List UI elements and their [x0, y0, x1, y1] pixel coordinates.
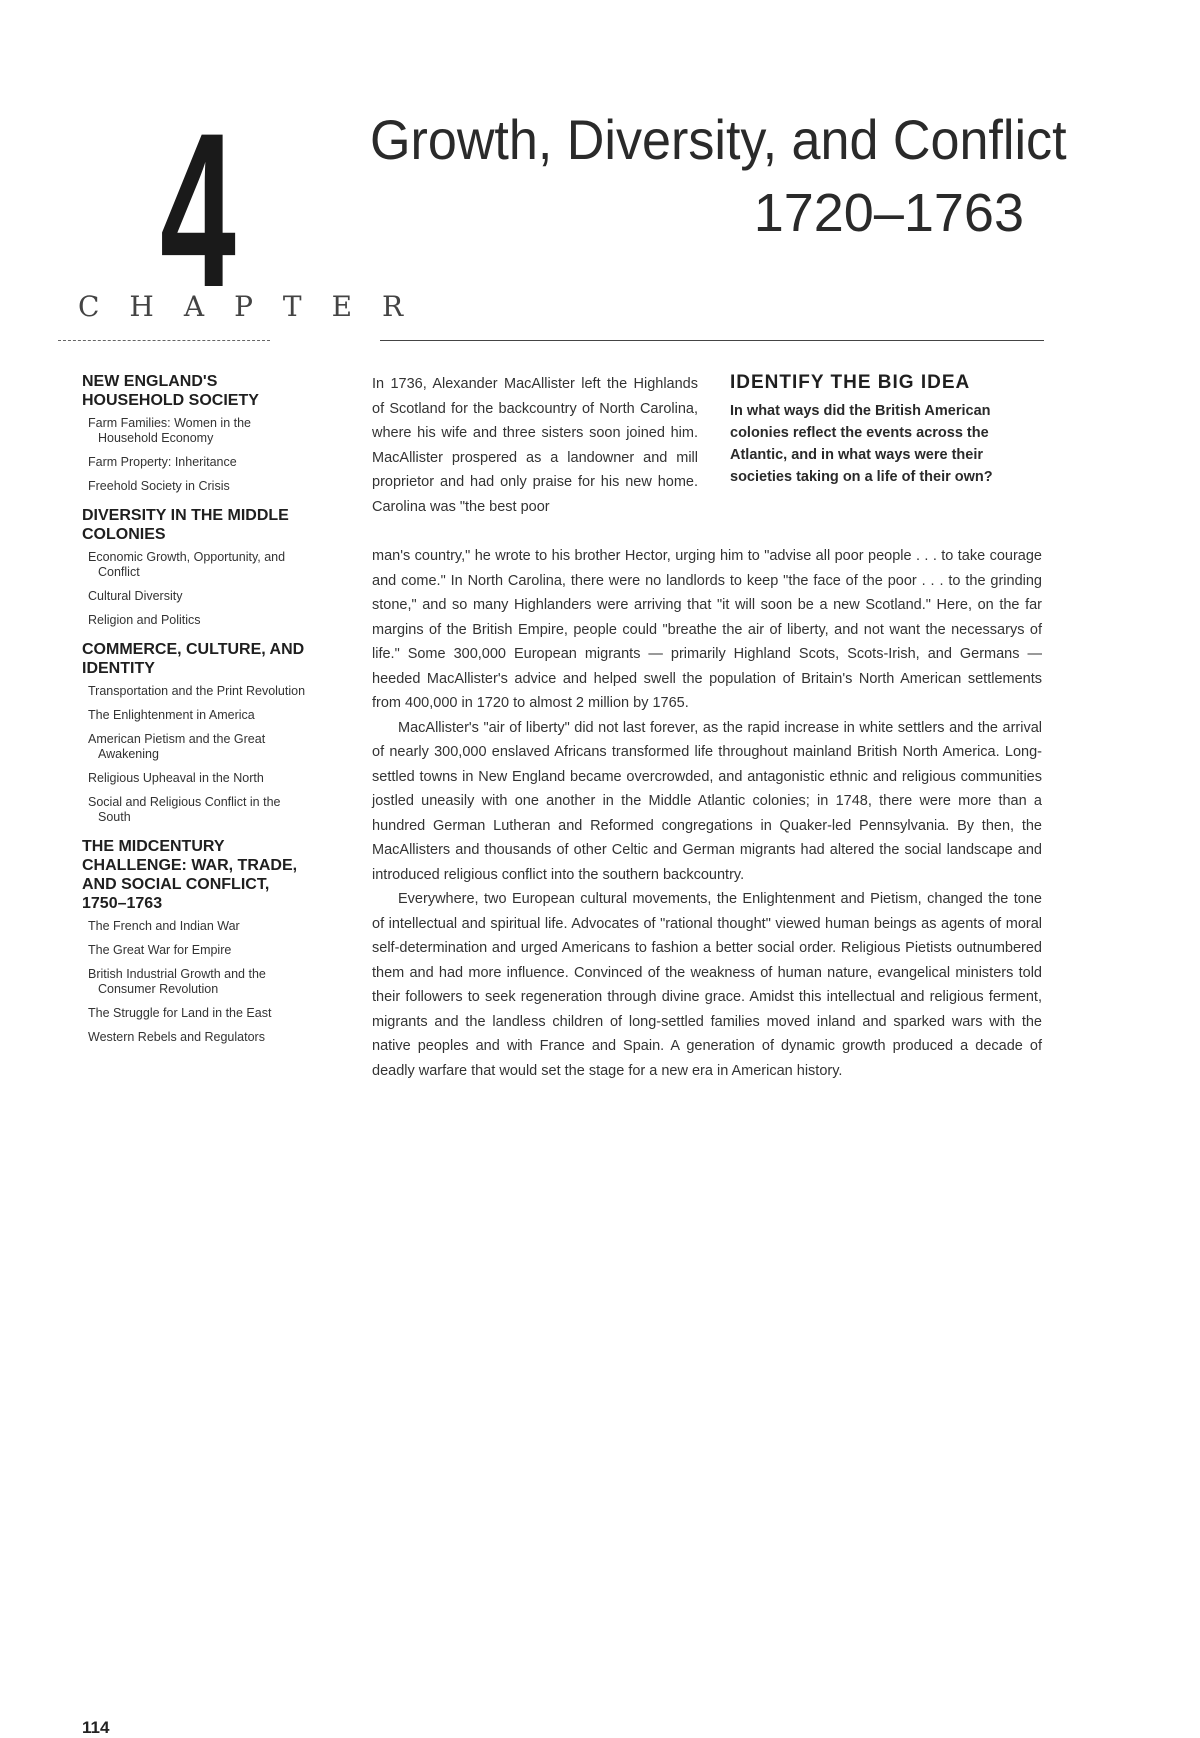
outline-heading: NEW ENGLAND'S HOUSEHOLD SOCIETY — [82, 373, 259, 409]
outline-item: The Struggle for Land in the East — [88, 1006, 272, 1020]
chapter-title: Growth, Diversity, and Conflict — [370, 108, 1067, 171]
outline-items — [82, 550, 307, 628]
outline-section — [82, 640, 307, 825]
outline-heading: COMMERCE, CULTURE, AND IDENTITY — [82, 641, 305, 677]
outline-item: Transportation and the Print Revolution — [88, 684, 306, 698]
chapter-label: CHAPTER — [78, 290, 434, 323]
outline-items — [82, 684, 307, 825]
outline-item: Freehold Society in Crisis — [88, 479, 230, 493]
opening-paragraph: In 1736, Alexander MacAllister left the Highlands of Scotland for the backcountry of North Carolina, where his wife and three sisters soon joined him. MacAllister prospered as a landowner and mill proprietor and had only praise for his new home. Carolina was "the best poor — [372, 376, 698, 515]
outline-item: Cultural Diversity — [88, 589, 183, 603]
paragraph: Everywhere, two European cultural movements, the Enlightenment and Pietism, changed the tone of intellectual and spiritual life. Advocates of "rational thought" viewed human beings as agents of moral self-determination and urged Americans to fashion a better social order. Religious Pietists outnumbered them and had more influence. Convinced of the weakness of human nature, evangelical ministers told their followers to seek regeneration through divine grace. Amidst this intellectual and religious ferment, migrants and the landless children of long-settled families moved inland and sparked wars with the native peoples and with France and Spain. A generation of dynamic growth produced a decade of deadly warfare that would set the stage for a new era in American history. — [372, 891, 1042, 1079]
outline-item: Western Rebels and Regulators — [88, 1030, 265, 1044]
outline-item: Economic Growth, Opportunity, and Conflict — [88, 550, 286, 579]
page-number: 114 — [82, 1718, 110, 1737]
outline-item: The French and Indian War — [88, 919, 240, 933]
sidebar-rule — [58, 340, 270, 341]
chapter-number: 4 — [160, 87, 236, 333]
paragraph: MacAllister's "air of liberty" did not last forever, as the rapid increase in white settlers and the arrival of nearly 300,000 enslaved Africans transformed life throughout mainland British North America. Long-settled towns in New England became overcrowded, and antagonistic ethnic and religious communities jostled uneasily with one another in the Middle Atlantic colonies; in 1748, there were more than a hundred German Lutheran and Reformed congregations in Quaker-led Pennsylvania. By then, the MacAllisters and thousands of other Celtic and German migrants had altered the social landscape and introduced religious conflict into the southern backcountry. — [372, 719, 1042, 883]
outline-item: Religious Upheaval in the North — [88, 771, 264, 785]
outline-item: Farm Property: Inheritance — [88, 455, 237, 469]
paragraph: man's country," he wrote to his brother Hector, urging him to "advise all poor people . . . to take courage and come." In North Carolina, there were no landlords to keep "the face of the poor . . . to the grinding stone," and so many Highlanders were arriving that "it will soon be a new Scotland." Here, on the far margins of the British Empire, people could "breathe the air of liberty, and not want the necessarys of life." Some 300,000 European migrants — primarily Highland Scots, Scots-Irish, and Germans — heeded MacAllister's advice and helped swell the population of Britain's North American settlements from 400,000 in 1720 to almost 2 million by 1765. — [372, 548, 1042, 711]
outline-section — [82, 372, 307, 494]
outline-section — [82, 506, 307, 628]
identify-question: In what ways did the British American colonies reflect the events across the Atlantic, and in what ways were their societies taking on a life of their own? — [730, 403, 993, 485]
outline-item: The Great War for Empire — [88, 943, 232, 957]
outline-item: American Pietism and the Great Awakening — [88, 732, 266, 761]
outline-item: Social and Religious Conflict in the South — [88, 795, 281, 824]
chapter-outline — [82, 372, 307, 1057]
chapter-dates: 1720–1763 — [753, 183, 1024, 243]
identify-big-idea-box — [730, 372, 1042, 488]
outline-item: The Enlightenment in America — [88, 708, 255, 722]
outline-section — [82, 837, 307, 1045]
outline-heading: DIVERSITY IN THE MIDDLE COLONIES — [82, 507, 289, 543]
outline-items — [82, 416, 307, 494]
body-text — [372, 544, 1042, 1083]
outline-heading: THE MIDCENTURY CHALLENGE: WAR, TRADE, AND SOCIAL CONFLICT, 1750–1763 — [82, 838, 298, 912]
outline-item: Religion and Politics — [88, 613, 201, 627]
identify-heading: IDENTIFY THE BIG IDEA — [730, 372, 971, 393]
outline-item: Farm Families: Women in the Household Economy — [88, 416, 252, 445]
outline-items — [82, 919, 307, 1045]
body-rule — [380, 340, 1044, 341]
outline-item: British Industrial Growth and the Consumer Revolution — [88, 967, 266, 996]
